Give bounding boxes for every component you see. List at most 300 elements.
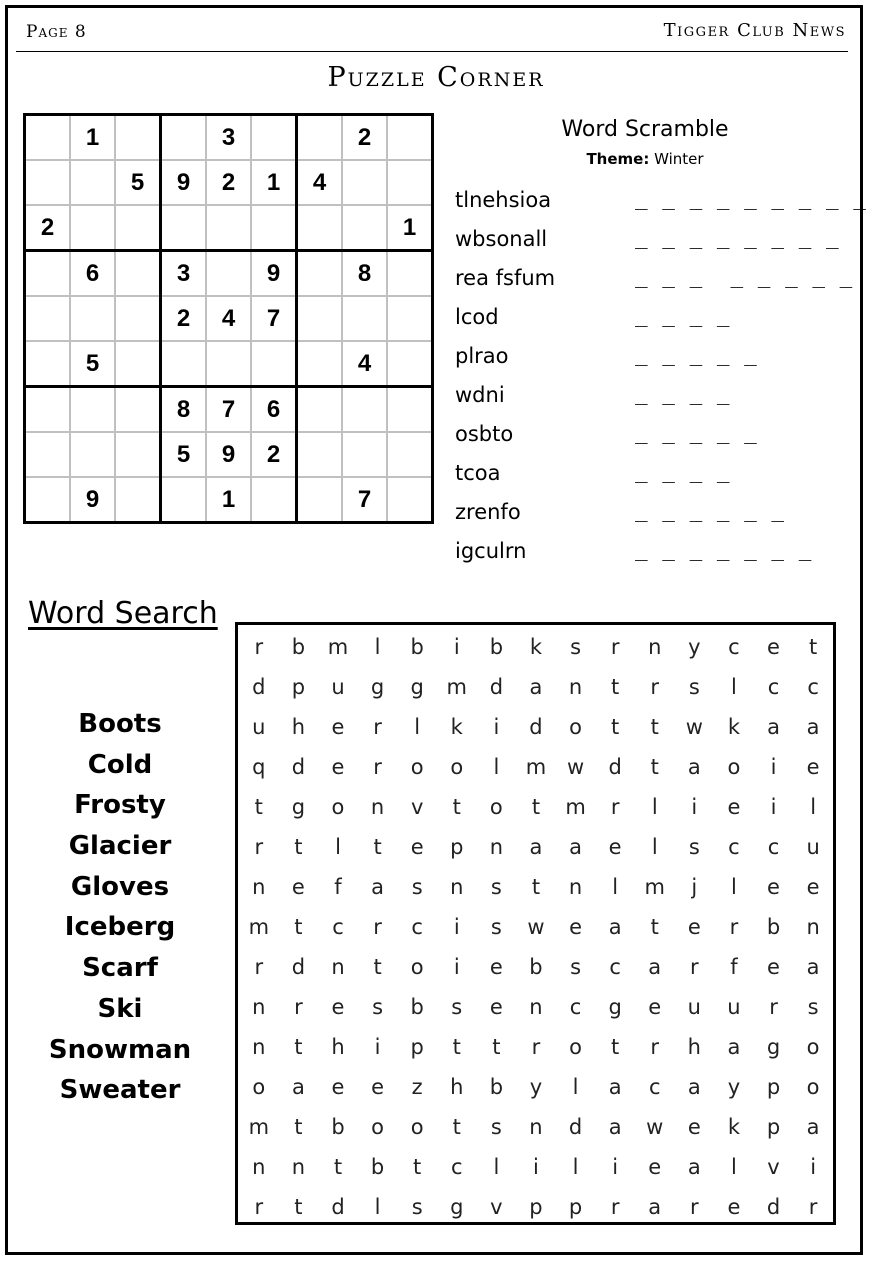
grid-letter: t	[531, 795, 541, 819]
sudoku-row	[25, 251, 433, 297]
answer-blank: _ _ _ _ _ _ _ _	[635, 225, 840, 249]
grid-letter: a	[727, 1035, 741, 1059]
sudoku-cell	[206, 251, 251, 297]
grid-letter: e	[648, 995, 662, 1019]
grid-letter: c	[569, 995, 582, 1019]
sudoku-cell	[297, 387, 343, 433]
sudoku-row	[25, 341, 433, 387]
grid-letter: g	[370, 675, 385, 699]
sudoku-cell: 9	[161, 160, 207, 205]
newsletter-name: Tigger Club News	[663, 20, 846, 41]
grid-letter: l	[731, 875, 737, 899]
grid-row	[239, 667, 833, 707]
grid-letter: a	[608, 1115, 622, 1139]
grid-letter: e	[569, 915, 582, 939]
grid-letter: n	[370, 795, 385, 819]
grid-letter: r	[373, 755, 382, 779]
grid-letter: o	[569, 1035, 582, 1059]
grid-letter: o	[371, 1115, 384, 1139]
scramble-item	[455, 500, 855, 539]
sudoku-grid	[23, 113, 434, 524]
grid-letter: r	[294, 995, 303, 1019]
grid-letter: i	[533, 1155, 539, 1179]
sudoku-cell	[297, 477, 343, 523]
grid-letter: c	[450, 1155, 463, 1179]
grid-letter: n	[291, 1155, 306, 1179]
grid-letter: q	[252, 755, 266, 779]
answer-blank: _ _ _ _ _	[635, 342, 758, 366]
sudoku-cell	[70, 387, 115, 433]
sudoku-cell	[115, 477, 161, 523]
sudoku-row	[25, 160, 433, 205]
scramble-item	[455, 305, 855, 344]
grid-letter: b	[766, 915, 781, 939]
grid-letter: e	[489, 955, 503, 979]
grid-letter: t	[808, 635, 818, 659]
sudoku-cell	[206, 341, 251, 387]
sudoku-cell	[25, 477, 71, 523]
grid-letter: l	[731, 1155, 737, 1179]
word-scramble-theme	[530, 150, 760, 168]
grid-letter: t	[294, 1195, 303, 1219]
sudoku-cell	[25, 432, 71, 477]
grid-letter: t	[333, 1155, 343, 1179]
grid-letter: e	[331, 995, 345, 1019]
scrambled-word: wdni	[455, 383, 505, 407]
grid-letter: t	[294, 1035, 303, 1059]
grid-letter: z	[411, 1075, 423, 1099]
grid-letter: k	[727, 715, 740, 739]
grid-letter: p	[766, 1075, 781, 1099]
grid-letter: e	[806, 875, 820, 899]
sudoku-cell	[115, 341, 161, 387]
sudoku-cell: 6	[251, 387, 297, 433]
grid-letter: u	[252, 715, 266, 739]
header-divider	[16, 51, 848, 52]
scrambled-word: igculrn	[455, 539, 527, 563]
sudoku-cell	[387, 251, 433, 297]
grid-letter: m	[327, 635, 349, 659]
grid-letter: m	[644, 875, 665, 899]
grid-row	[239, 947, 833, 987]
grid-letter: r	[610, 795, 620, 819]
grid-letter: y	[727, 1075, 741, 1099]
grid-letter: i	[770, 795, 777, 819]
grid-letter: r	[650, 1035, 660, 1059]
grid-letter: c	[609, 955, 621, 979]
grid-letter: h	[687, 1035, 701, 1059]
grid-letter: o	[806, 1075, 820, 1099]
grid-letter: h	[291, 715, 306, 739]
sudoku-cell: 2	[342, 115, 387, 161]
grid-row	[239, 1027, 833, 1067]
grid-row	[239, 1067, 833, 1107]
grid-letter: b	[489, 1075, 504, 1099]
sudoku-cell: 3	[206, 115, 251, 161]
sudoku-cell	[297, 205, 343, 251]
sudoku-row	[25, 432, 433, 477]
sudoku-cell	[25, 387, 71, 433]
sudoku-cell	[161, 477, 207, 523]
grid-letter: r	[650, 675, 660, 699]
grid-letter: s	[490, 1115, 502, 1139]
grid-letter: t	[373, 955, 382, 979]
grid-row	[239, 1107, 833, 1147]
word-search-word: Snowman	[48, 1034, 192, 1065]
grid-letter: a	[767, 715, 780, 739]
grid-letter: b	[410, 635, 424, 659]
grid-letter: o	[727, 755, 741, 779]
sudoku-cell	[342, 296, 387, 341]
sudoku-cell	[25, 341, 71, 387]
grid-letter: c	[728, 835, 740, 859]
grid-letter: s	[411, 875, 423, 899]
grid-letter: a	[608, 1075, 622, 1099]
grid-letter: j	[691, 875, 698, 899]
grid-letter: m	[248, 915, 270, 939]
grid-letter: b	[291, 635, 306, 659]
grid-letter: a	[648, 1195, 662, 1219]
scramble-item	[455, 227, 855, 266]
grid-letter: e	[331, 755, 345, 779]
grid-letter: r	[690, 955, 699, 979]
word-search-word: Gloves	[70, 871, 170, 902]
sudoku-cell	[115, 432, 161, 477]
grid-letter: n	[252, 1155, 266, 1179]
grid-letter: l	[651, 795, 658, 819]
grid-letter: t	[611, 1035, 620, 1059]
grid-letter: s	[451, 995, 463, 1019]
answer-blank: _ _ _ _ _	[635, 420, 758, 444]
grid-letter: t	[294, 1115, 303, 1139]
grid-letter: p	[291, 675, 306, 699]
scrambled-word: zrenfo	[455, 500, 521, 524]
sudoku-row	[25, 387, 433, 433]
grid-letter: l	[374, 1195, 381, 1219]
sudoku-cell	[70, 296, 115, 341]
word-search-word: Boots	[78, 709, 162, 739]
sudoku-cell	[342, 205, 387, 251]
grid-letter: e	[648, 1155, 662, 1179]
grid-letter: g	[410, 675, 424, 699]
sudoku-cell	[161, 115, 207, 161]
grid-letter: l	[493, 755, 500, 779]
sudoku-cell: 5	[70, 341, 115, 387]
grid-letter: l	[731, 675, 737, 699]
sudoku-cell	[297, 296, 343, 341]
grid-letter: s	[490, 875, 502, 899]
answer-blank: _ _ _ _	[635, 459, 731, 483]
sudoku-cell: 2	[251, 432, 297, 477]
sudoku-cell	[115, 387, 161, 433]
grid-letter: n	[568, 875, 583, 899]
sudoku-cell	[161, 341, 207, 387]
scramble-item	[455, 461, 855, 500]
grid-letter: l	[572, 1155, 579, 1179]
grid-letter: e	[767, 875, 780, 899]
grid-letter: e	[608, 835, 622, 859]
grid-letter: c	[767, 675, 780, 699]
grid-letter: a	[371, 875, 385, 899]
grid-letter: t	[254, 795, 263, 819]
word-scramble-list	[455, 186, 867, 578]
grid-letter: o	[410, 955, 424, 979]
sudoku-cell	[251, 115, 297, 161]
grid-letter: c	[648, 1075, 661, 1099]
sudoku-cell: 9	[70, 477, 115, 523]
grid-letter: a	[687, 1075, 701, 1099]
theme-label: Theme:	[586, 150, 650, 168]
sudoku-cell	[206, 205, 251, 251]
grid-letter: b	[331, 1115, 345, 1139]
sudoku-cell	[387, 296, 433, 341]
answer-blank: _ _ _ _	[635, 303, 731, 327]
scramble-item	[455, 266, 855, 305]
grid-letter: a	[608, 915, 622, 939]
sudoku-cell	[342, 160, 387, 205]
grid-letter: l	[493, 1155, 500, 1179]
word-search-word: Iceberg	[64, 912, 176, 943]
grid-letter: n	[648, 635, 662, 659]
grid-letter: w	[527, 915, 545, 939]
grid-letter: n	[252, 875, 266, 899]
grid-letter: k	[529, 635, 543, 659]
sudoku-cell	[115, 205, 161, 251]
grid-letter: l	[810, 795, 817, 819]
grid-row	[239, 627, 833, 667]
grid-letter: s	[490, 915, 502, 939]
grid-letter: v	[490, 1195, 503, 1219]
grid-letter: a	[529, 835, 543, 859]
scrambled-word: lcod	[455, 305, 499, 329]
grid-letter: e	[331, 1075, 345, 1099]
grid-letter: n	[331, 955, 345, 979]
grid-letter: a	[529, 675, 543, 699]
grid-letter: l	[335, 835, 341, 859]
grid-letter: r	[254, 635, 264, 659]
grid-letter: m	[446, 675, 467, 699]
grid-letter: k	[727, 1115, 740, 1139]
grid-letter: r	[610, 635, 620, 659]
grid-letter: n	[529, 995, 543, 1019]
sudoku-cell: 6	[70, 251, 115, 297]
grid-letter: f	[334, 875, 342, 899]
sudoku-cell: 4	[342, 341, 387, 387]
grid-letter: a	[687, 755, 701, 779]
sudoku-cell	[387, 387, 433, 433]
grid-letter: d	[331, 1195, 345, 1219]
grid-letter: t	[452, 795, 461, 819]
sudoku-cell	[297, 115, 343, 161]
grid-letter: c	[767, 835, 780, 859]
word-search-word: Sweater	[59, 1075, 181, 1106]
grid-letter: n	[529, 1115, 543, 1139]
sudoku-cell	[387, 341, 433, 387]
sudoku-cell: 2	[161, 296, 207, 341]
grid-letter: i	[691, 795, 698, 819]
sudoku-cell	[115, 296, 161, 341]
sudoku-cell: 2	[25, 205, 71, 251]
grid-row	[239, 707, 833, 747]
grid-letter: a	[648, 955, 662, 979]
sudoku-cell	[70, 205, 115, 251]
grid-letter: c	[807, 675, 819, 699]
word-scramble-title: Word Scramble	[561, 117, 729, 142]
grid-letter: o	[569, 715, 582, 739]
grid-letter: r	[254, 1195, 264, 1219]
grid-letter: r	[373, 715, 382, 739]
sudoku-cell	[387, 115, 433, 161]
sudoku-cell	[25, 115, 71, 161]
grid-letter: i	[612, 1155, 619, 1179]
grid-letter: t	[294, 835, 303, 859]
grid-letter: i	[770, 755, 777, 779]
grid-letter: e	[727, 795, 741, 819]
grid-letter: l	[572, 1075, 579, 1099]
grid-letter: e	[291, 875, 305, 899]
grid-letter: i	[493, 715, 500, 739]
grid-letter: h	[331, 1035, 345, 1059]
word-search-title: Word Search	[28, 596, 218, 631]
grid-letter: r	[373, 915, 382, 939]
grid-letter: e	[687, 915, 701, 939]
sudoku-cell	[297, 341, 343, 387]
sudoku-cell: 5	[161, 432, 207, 477]
sudoku-cell	[70, 160, 115, 205]
scrambled-word: plrao	[455, 344, 509, 368]
grid-letter: r	[769, 995, 778, 1019]
grid-row	[239, 867, 833, 907]
grid-letter: d	[766, 1195, 781, 1219]
grid-letter: n	[450, 875, 464, 899]
grid-letter: s	[411, 1195, 423, 1219]
sudoku-row	[25, 115, 433, 161]
scramble-item	[455, 422, 855, 461]
grid-letter: i	[453, 955, 460, 979]
grid-letter: v	[410, 795, 424, 819]
grid-letter: l	[612, 875, 619, 899]
grid-letter: p	[568, 1195, 583, 1219]
grid-letter: g	[608, 995, 622, 1019]
sudoku-cell: 8	[342, 251, 387, 297]
grid-letter: g	[450, 1195, 464, 1219]
grid-letter: u	[727, 995, 741, 1019]
grid-letter: d	[489, 675, 504, 699]
scrambled-word: rea fsfum	[455, 266, 556, 290]
scrambled-word: tlnehsioa	[455, 188, 552, 212]
sudoku-cell	[387, 160, 433, 205]
grid-letter: t	[611, 675, 620, 699]
section-title: Puzzle Corner	[327, 62, 545, 93]
grid-letter: l	[651, 835, 658, 859]
sudoku-cell	[251, 205, 297, 251]
sudoku-cell: 1	[206, 477, 251, 523]
grid-row	[239, 1147, 833, 1187]
grid-letter: y	[529, 1075, 543, 1099]
sudoku-row	[25, 477, 433, 523]
grid-letter: y	[688, 635, 701, 659]
scramble-item	[455, 344, 855, 383]
grid-letter: n	[806, 915, 820, 939]
grid-letter: o	[252, 1075, 266, 1099]
grid-letter: d	[529, 715, 543, 739]
grid-letter: i	[453, 915, 460, 939]
grid-letter: a	[569, 835, 582, 859]
grid-letter: o	[489, 795, 503, 819]
grid-letter: r	[808, 1195, 818, 1219]
sudoku-cell	[387, 477, 433, 523]
sudoku-cell	[251, 341, 297, 387]
sudoku-cell: 7	[206, 387, 251, 433]
grid-letter: s	[688, 675, 700, 699]
grid-letter: b	[529, 955, 543, 979]
grid-letter: n	[489, 835, 504, 859]
sudoku-cell	[115, 251, 161, 297]
grid-letter: o	[410, 755, 424, 779]
sudoku-cell: 2	[206, 160, 251, 205]
grid-letter: t	[650, 755, 659, 779]
grid-letter: w	[646, 1115, 664, 1139]
grid-letter: t	[413, 1155, 422, 1179]
sudoku-cell	[25, 251, 71, 297]
sudoku-cell: 1	[70, 115, 115, 161]
grid-letter: s	[372, 995, 384, 1019]
scramble-item	[455, 186, 867, 227]
scramble-item	[455, 383, 855, 422]
sudoku-cell: 5	[115, 160, 161, 205]
sudoku-cell	[25, 296, 71, 341]
grid-letter: d	[291, 755, 306, 779]
grid-letter: f	[730, 955, 738, 979]
sudoku-cell: 9	[251, 251, 297, 297]
grid-row	[239, 787, 833, 827]
grid-letter: e	[687, 1115, 701, 1139]
answer-blank: _ _ _ _ _ _ _ _ _	[635, 186, 867, 210]
grid-letter: t	[452, 1115, 461, 1139]
word-search-word: Frosty	[74, 790, 166, 821]
sudoku-cell	[115, 115, 161, 161]
grid-letter: r	[610, 1195, 620, 1219]
grid-letter: d	[568, 1115, 583, 1139]
grid-letter: e	[371, 1075, 385, 1099]
word-search-word: Scarf	[82, 953, 158, 984]
grid-letter: t	[650, 915, 659, 939]
sudoku-cell: 4	[206, 296, 251, 341]
grid-letter: n	[568, 675, 583, 699]
word-search-word: Glacier	[68, 831, 172, 862]
grid-letter: w	[685, 715, 703, 739]
grid-letter: r	[254, 955, 264, 979]
sudoku-cell	[297, 432, 343, 477]
grid-letter: e	[331, 715, 345, 739]
grid-letter: b	[370, 1155, 385, 1179]
grid-letter: c	[411, 915, 423, 939]
grid-letter: a	[806, 955, 820, 979]
sudoku-cell: 9	[206, 432, 251, 477]
sudoku-cell: 7	[342, 477, 387, 523]
answer-blank: _ _ _ _ _ _ _	[635, 537, 813, 561]
grid-letter: t	[492, 1035, 501, 1059]
grid-letter: i	[810, 1155, 817, 1179]
page-number: Page 8	[26, 22, 87, 42]
grid-letter: b	[410, 995, 424, 1019]
sudoku-row	[25, 205, 433, 251]
grid-letter: o	[450, 755, 464, 779]
grid-letter: t	[294, 915, 303, 939]
grid-letter: g	[291, 795, 306, 819]
sudoku-cell: 8	[161, 387, 207, 433]
answer-blank: _ _ _ _ _ _	[635, 498, 786, 522]
